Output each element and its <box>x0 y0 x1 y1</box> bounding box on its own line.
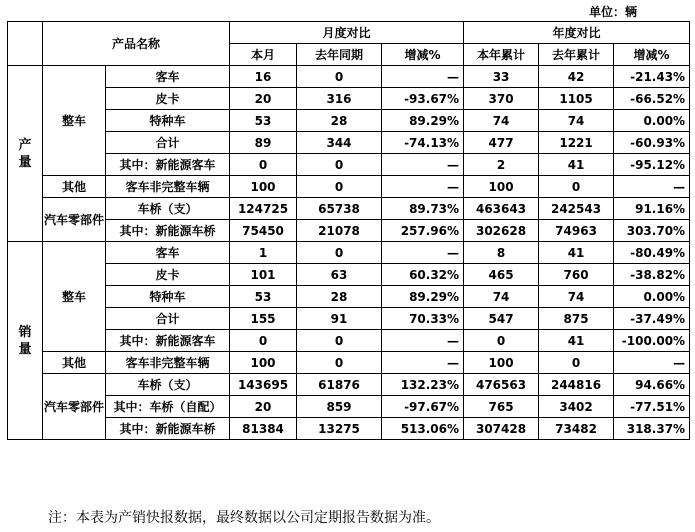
production-sales-table <box>7 21 690 440</box>
table-row <box>8 242 690 264</box>
cell-last-month: 0 <box>297 66 382 88</box>
cell-month: 0 <box>230 330 297 352</box>
cell-ytd-change: -37.49% <box>614 308 690 330</box>
cell-last-month: 28 <box>297 286 382 308</box>
header-last-year-cumulative: 去年累计 <box>539 44 614 66</box>
header-change-pct: 增减% <box>382 44 464 66</box>
cell-last-month: 21078 <box>297 220 382 242</box>
cell-ytd-change: -21.43% <box>614 66 690 88</box>
table-row <box>8 198 690 220</box>
cell-ytd: 465 <box>464 264 539 286</box>
cell-month: 143695 <box>230 374 297 396</box>
cell-last-month: 28 <box>297 110 382 132</box>
table-row <box>8 308 690 330</box>
cell-last-month: 91 <box>297 308 382 330</box>
header-row-1 <box>8 22 690 44</box>
cell-month: 124725 <box>230 198 297 220</box>
category-parts: 汽车零部件 <box>43 198 106 242</box>
row-name: 其中：新能源客车 <box>106 330 230 352</box>
cell-ytd: 547 <box>464 308 539 330</box>
cell-ytd: 370 <box>464 88 539 110</box>
row-name: 皮卡 <box>106 88 230 110</box>
cell-ytd-change: -66.52% <box>614 88 690 110</box>
cell-last-ytd: 73482 <box>539 418 614 440</box>
cell-last-ytd: 74 <box>539 286 614 308</box>
row-name: 合计 <box>106 132 230 154</box>
cell-month-change: — <box>382 66 464 88</box>
cell-month-change: 513.06% <box>382 418 464 440</box>
cell-last-ytd: 0 <box>539 176 614 198</box>
cell-last-ytd: 74 <box>539 110 614 132</box>
cell-last-ytd: 760 <box>539 264 614 286</box>
table-row <box>8 396 690 418</box>
cell-month: 100 <box>230 176 297 198</box>
row-name: 客车非完整车辆 <box>106 176 230 198</box>
row-name: 车桥（支） <box>106 198 230 220</box>
cell-ytd: 74 <box>464 286 539 308</box>
cell-last-ytd: 41 <box>539 330 614 352</box>
cell-month-change: 70.33% <box>382 308 464 330</box>
cell-ytd: 463643 <box>464 198 539 220</box>
cell-ytd: 100 <box>464 352 539 374</box>
cell-ytd-change: 303.70% <box>614 220 690 242</box>
cell-month: 53 <box>230 286 297 308</box>
cell-ytd-change: 318.37% <box>614 418 690 440</box>
cell-month-change: — <box>382 154 464 176</box>
table-row <box>8 220 690 242</box>
cell-ytd-change: -60.93% <box>614 132 690 154</box>
cell-ytd-change: -77.51% <box>614 396 690 418</box>
cell-ytd: 765 <box>464 396 539 418</box>
cell-month-change: 89.73% <box>382 198 464 220</box>
cell-last-ytd: 1221 <box>539 132 614 154</box>
cell-ytd: 100 <box>464 176 539 198</box>
cell-month: 101 <box>230 264 297 286</box>
row-name: 车桥（支） <box>106 374 230 396</box>
category-vehicle-sales: 整车 <box>43 242 106 352</box>
category-parts-sales: 汽车零部件 <box>43 374 106 440</box>
table-row <box>8 110 690 132</box>
cell-ytd-change: 91.16% <box>614 198 690 220</box>
section-production: 产量 <box>8 66 43 242</box>
table-row <box>8 374 690 396</box>
cell-last-ytd: 74963 <box>539 220 614 242</box>
cell-ytd-change: -95.12% <box>614 154 690 176</box>
cell-ytd: 307428 <box>464 418 539 440</box>
cell-month-change: 257.96% <box>382 220 464 242</box>
cell-month: 89 <box>230 132 297 154</box>
header-corner <box>8 22 43 66</box>
cell-ytd: 476563 <box>464 374 539 396</box>
header-yearly-compare: 年度对比 <box>464 22 690 44</box>
row-name: 特种车 <box>106 286 230 308</box>
cell-last-ytd: 3402 <box>539 396 614 418</box>
header-same-period-last-year: 去年同期 <box>297 44 382 66</box>
cell-month: 16 <box>230 66 297 88</box>
header-this-year-cumulative: 本年累计 <box>464 44 539 66</box>
row-name: 皮卡 <box>106 264 230 286</box>
table-row <box>8 286 690 308</box>
cell-ytd-change: 94.66% <box>614 374 690 396</box>
table-row <box>8 352 690 374</box>
cell-month: 0 <box>230 154 297 176</box>
cell-ytd: 477 <box>464 132 539 154</box>
cell-month-change: 89.29% <box>382 286 464 308</box>
cell-last-month: 859 <box>297 396 382 418</box>
row-name: 其中：车桥（自配） <box>106 396 230 418</box>
cell-last-month: 316 <box>297 88 382 110</box>
cell-last-ytd: 244816 <box>539 374 614 396</box>
header-change-pct-yearly: 增减% <box>614 44 690 66</box>
cell-month-change: 89.29% <box>382 110 464 132</box>
cell-month: 81384 <box>230 418 297 440</box>
cell-last-month: 344 <box>297 132 382 154</box>
cell-month: 100 <box>230 352 297 374</box>
header-this-month: 本月 <box>230 44 297 66</box>
cell-month-change: — <box>382 176 464 198</box>
cell-ytd-change: 0.00% <box>614 286 690 308</box>
cell-ytd-change: -100.00% <box>614 330 690 352</box>
cell-last-ytd: 42 <box>539 66 614 88</box>
cell-month-change: — <box>382 330 464 352</box>
cell-month: 20 <box>230 88 297 110</box>
cell-ytd: 74 <box>464 110 539 132</box>
cell-last-ytd: 242543 <box>539 198 614 220</box>
cell-month: 53 <box>230 110 297 132</box>
cell-month: 75450 <box>230 220 297 242</box>
cell-month-change: — <box>382 242 464 264</box>
cell-month: 20 <box>230 396 297 418</box>
row-name: 特种车 <box>106 110 230 132</box>
table-row <box>8 330 690 352</box>
cell-last-month: 63 <box>297 264 382 286</box>
cell-ytd-change: — <box>614 176 690 198</box>
row-name: 合计 <box>106 308 230 330</box>
footnote: 注：本表为产销快报数据，最终数据以公司定期报告数据为准。 <box>48 510 440 526</box>
unit-label: 单位：辆 <box>588 5 637 19</box>
cell-month: 155 <box>230 308 297 330</box>
cell-last-ytd: 41 <box>539 242 614 264</box>
row-name: 客车 <box>106 242 230 264</box>
cell-last-month: 65738 <box>297 198 382 220</box>
cell-month-change: 132.23% <box>382 374 464 396</box>
cell-ytd-change: -38.82% <box>614 264 690 286</box>
table-row <box>8 176 690 198</box>
row-name: 其中：新能源车桥 <box>106 220 230 242</box>
table-row <box>8 418 690 440</box>
table-row <box>8 88 690 110</box>
cell-ytd: 33 <box>464 66 539 88</box>
cell-ytd: 8 <box>464 242 539 264</box>
cell-last-month: 0 <box>297 330 382 352</box>
category-other: 其他 <box>43 176 106 198</box>
category-other-sales: 其他 <box>43 352 106 374</box>
cell-last-month: 13275 <box>297 418 382 440</box>
table-row <box>8 132 690 154</box>
table-row <box>8 66 690 88</box>
cell-month-change: -97.67% <box>382 396 464 418</box>
cell-last-ytd: 875 <box>539 308 614 330</box>
cell-ytd-change: — <box>614 352 690 374</box>
cell-month-change: 60.32% <box>382 264 464 286</box>
category-vehicle: 整车 <box>43 66 106 176</box>
table-row <box>8 154 690 176</box>
cell-last-month: 0 <box>297 154 382 176</box>
header-product-name: 产品名称 <box>43 22 230 66</box>
cell-ytd: 302628 <box>464 220 539 242</box>
cell-month-change: -93.67% <box>382 88 464 110</box>
row-name: 其中：新能源客车 <box>106 154 230 176</box>
header-monthly-compare: 月度对比 <box>230 22 464 44</box>
cell-month: 1 <box>230 242 297 264</box>
cell-month-change: -74.13% <box>382 132 464 154</box>
cell-last-ytd: 0 <box>539 352 614 374</box>
cell-last-month: 0 <box>297 176 382 198</box>
cell-ytd-change: -80.49% <box>614 242 690 264</box>
row-name: 客车非完整车辆 <box>106 352 230 374</box>
cell-month-change: — <box>382 352 464 374</box>
cell-last-month: 61876 <box>297 374 382 396</box>
cell-ytd: 2 <box>464 154 539 176</box>
cell-ytd-change: 0.00% <box>614 110 690 132</box>
cell-ytd: 0 <box>464 330 539 352</box>
cell-last-month: 0 <box>297 242 382 264</box>
row-name: 其中：新能源车桥 <box>106 418 230 440</box>
cell-last-month: 0 <box>297 352 382 374</box>
row-name: 客车 <box>106 66 230 88</box>
cell-last-ytd: 41 <box>539 154 614 176</box>
cell-last-ytd: 1105 <box>539 88 614 110</box>
section-sales: 销量 <box>8 242 43 440</box>
table-row <box>8 264 690 286</box>
